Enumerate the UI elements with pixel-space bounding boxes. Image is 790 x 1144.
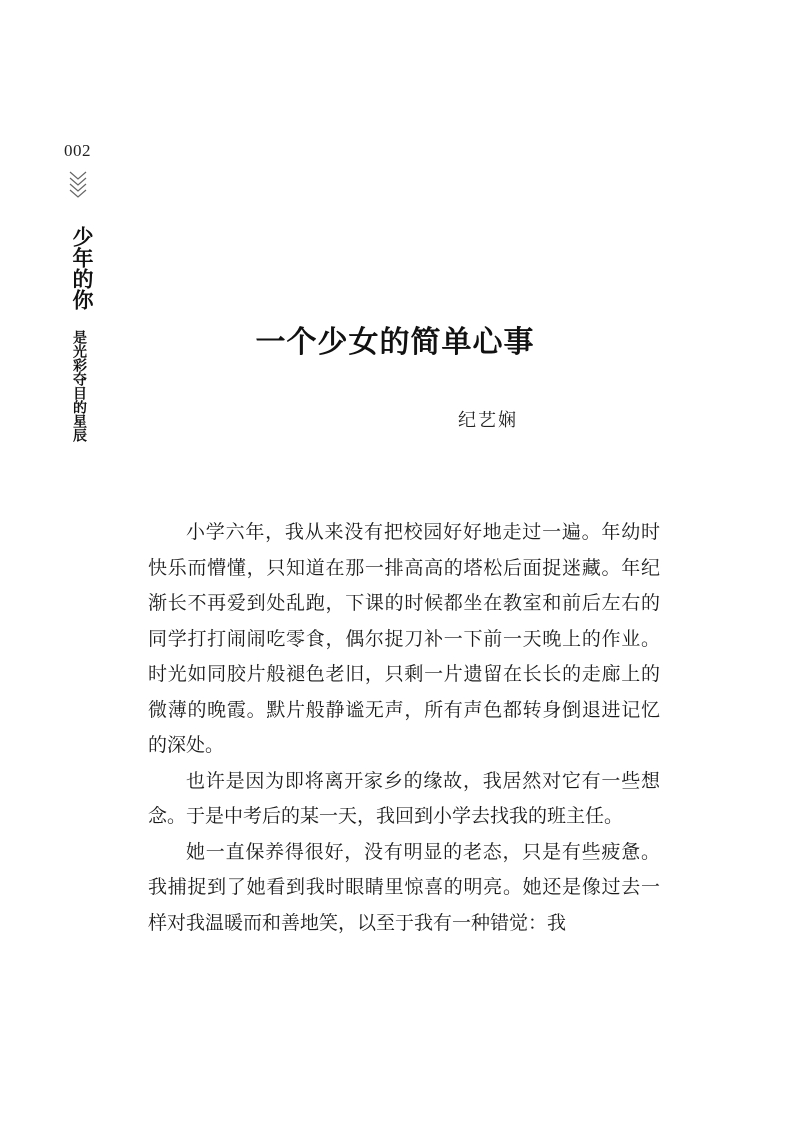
book-title-subtitle: 是光彩夺目的星辰: [71, 330, 87, 442]
triple-chevron-down-icon: [67, 170, 89, 206]
book-title-main: 少年的你: [70, 226, 94, 310]
page-number: 002: [64, 141, 91, 160]
article-author: 纪艺娴: [458, 410, 518, 431]
paragraph: 她一直保养得很好，没有明显的老态，只是有些疲惫。我捕捉到了她看到我时眼睛里惊喜的明亮。她还是像过去一样对我温暖而和善地笑，以至于我有一种错觉：我: [148, 840, 660, 934]
paragraph: 也许是因为即将离开家乡的缘故，我居然对它有一些想念。于是中考后的某一天，我回到小学去找我的班主任。: [148, 769, 660, 827]
article-title: 一个少女的简单心事: [255, 325, 535, 360]
article-body: [148, 515, 660, 941]
paragraph: 小学六年，我从来没有把校园好好地走过一遍。年幼时快乐而懵懂，只知道在那一排高高的塔松后面捉迷藏。年纪渐长不再爱到处乱跑，下课的时候都坐在教室和前后左右的同学打打闹闹吃零食，偶尔捉刀补一下前一天晚上的作业。时光如同胶片般褪色老旧，只剩一片遗留在长长的走廊上的微薄的晚霞。默片般静谧无声，所有声色都转身倒退进记忆的深处。: [148, 521, 660, 756]
